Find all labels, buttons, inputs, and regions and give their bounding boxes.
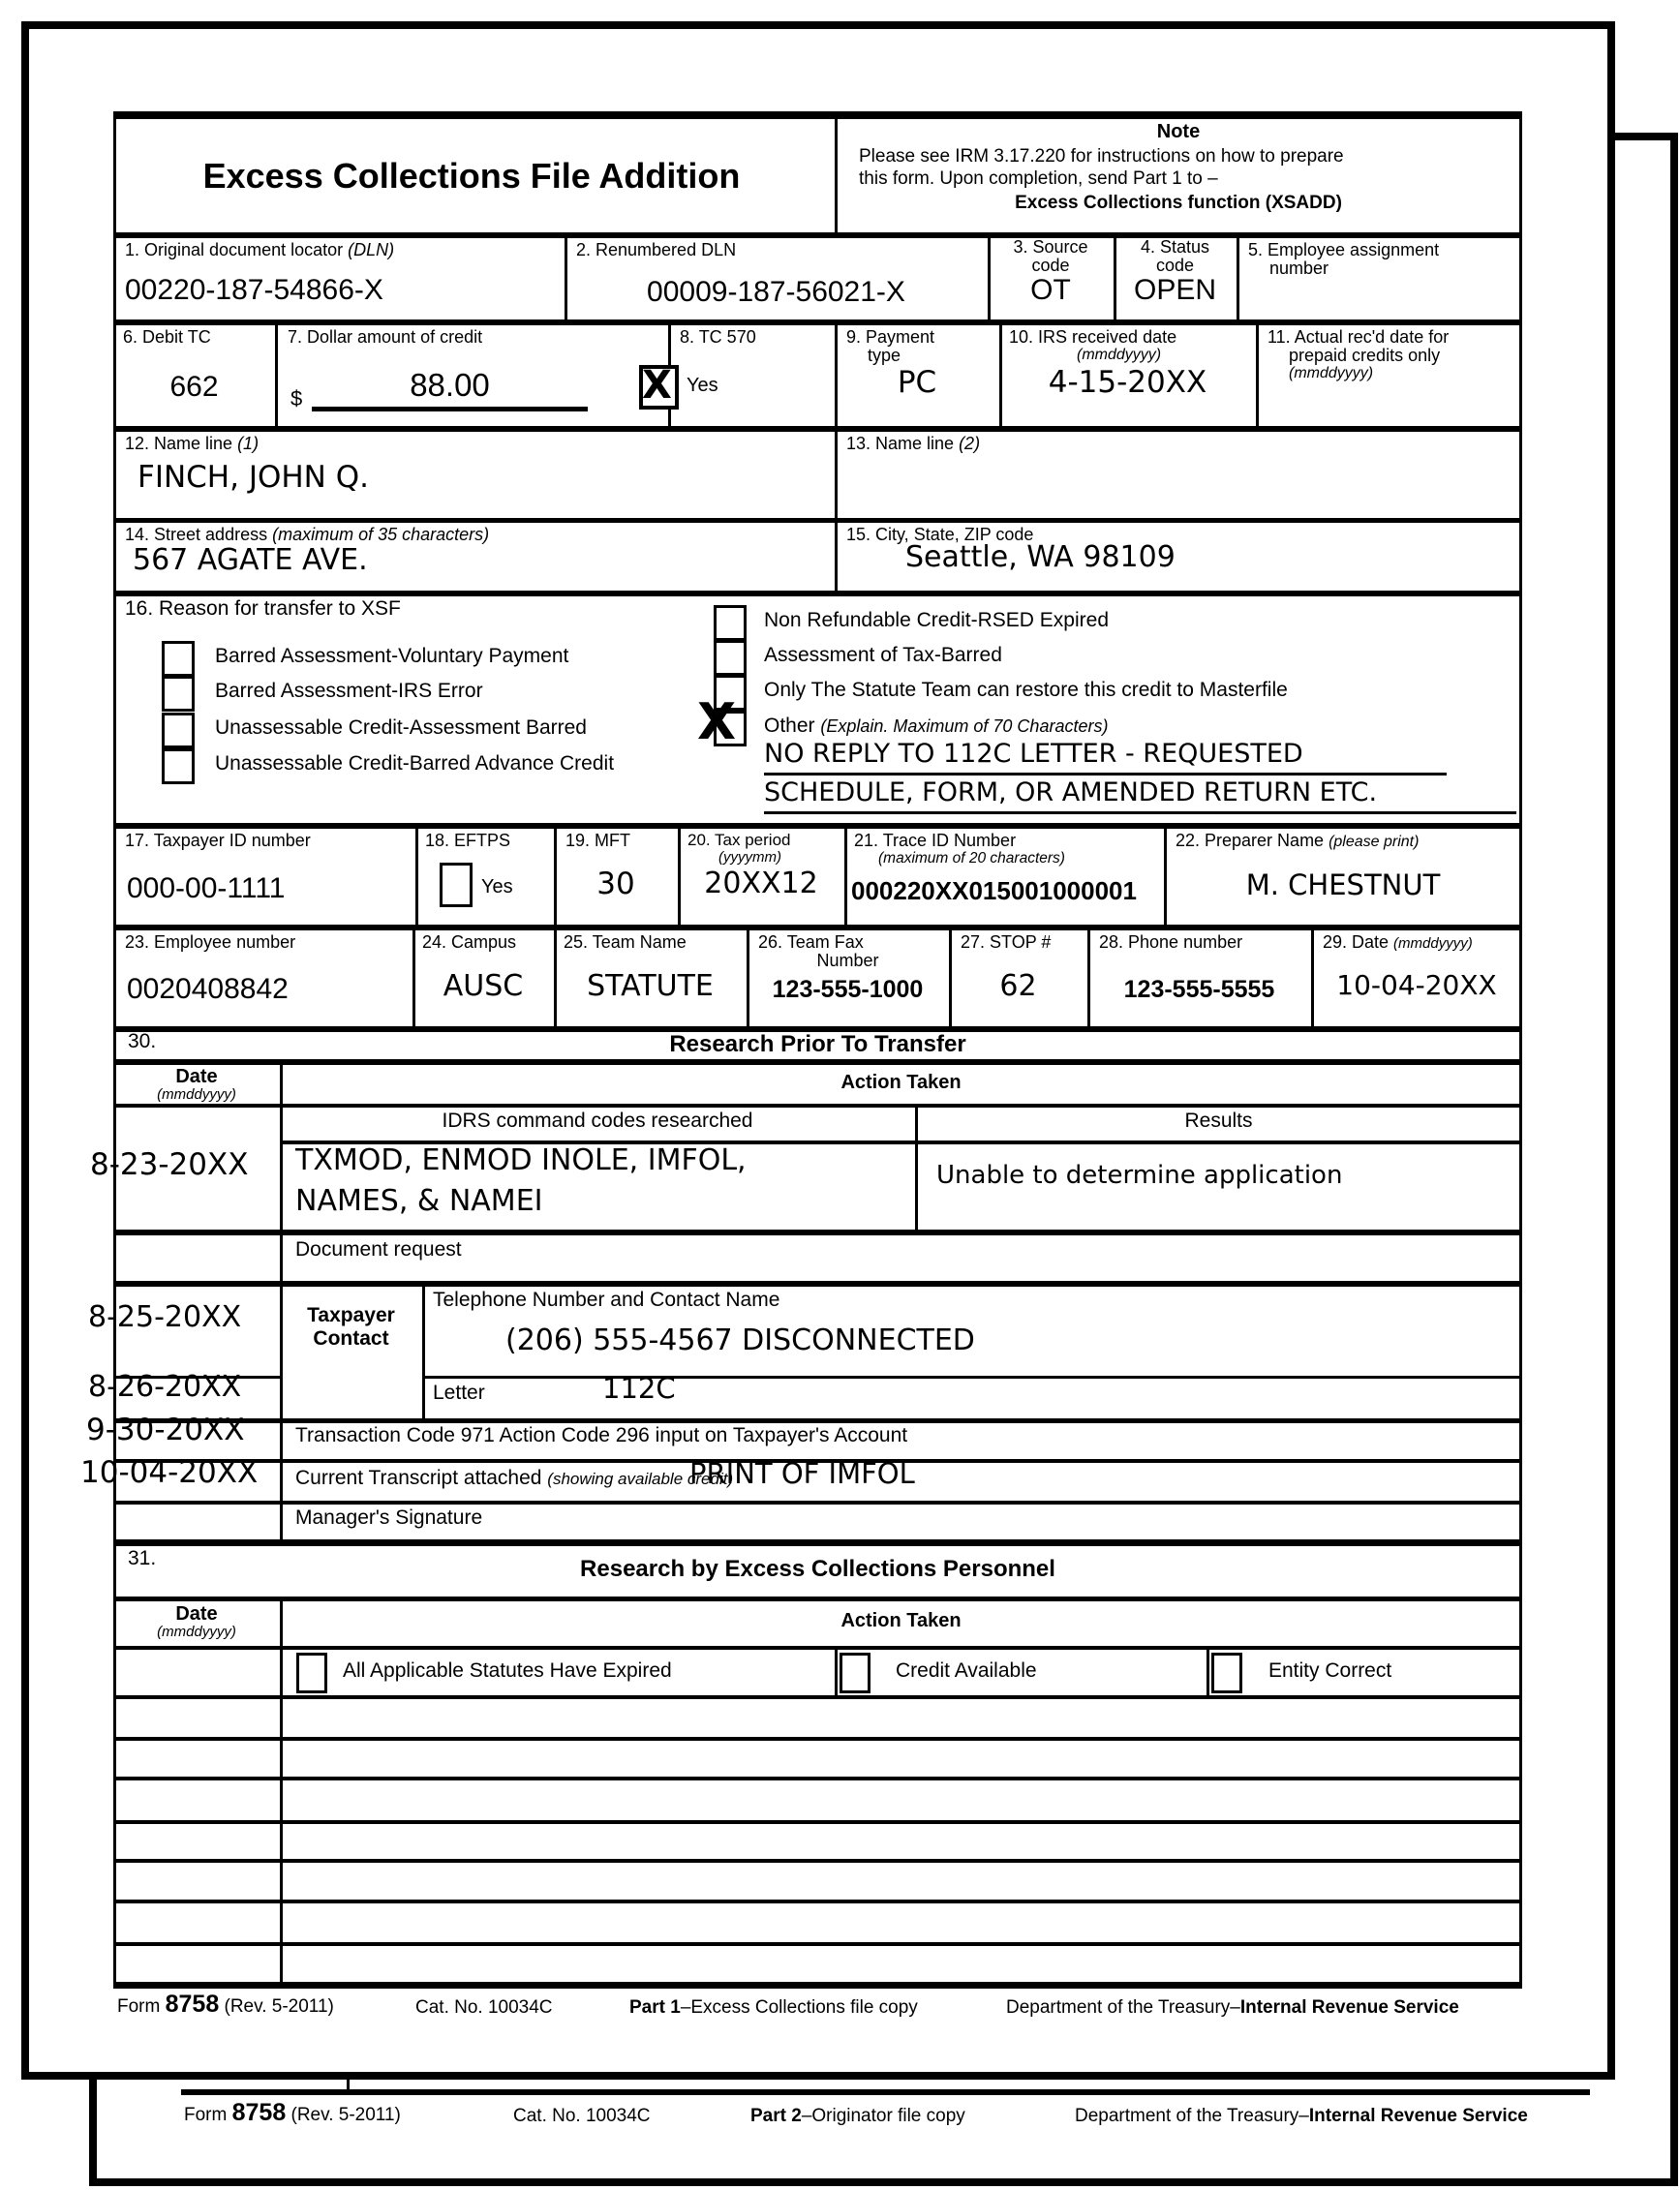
grid-line [113,1982,1522,1989]
field-19-label: 19. MFT [565,831,631,850]
page2-form-number [184,2099,401,2127]
field-12-label-text: 12. Name line [125,434,238,453]
section-31-number: 31. [128,1547,157,1569]
part-number: Part 1 [629,1997,681,2018]
field-2-value: 00009-187-56021-X [647,276,905,308]
grid-line [844,823,847,925]
field-27-label: 27. STOP # [961,932,1052,952]
field-11-label-italic: (mmddyyyy) [1289,365,1374,381]
form-revision: (Rev. 5-2011) [219,1996,334,2017]
field-17-label: 17. Taxpayer ID number [125,831,311,850]
transcript-label-italic: (showing available credit) [547,1470,734,1488]
reason-checkbox-nonrefundable-rsed[interactable] [714,605,747,641]
s30-row1-codes-line2: NAMES, & NAMEI [295,1184,543,1218]
field-26-label: 26. Team Fax [758,932,864,952]
field-22-value: M. CHESTNUT [1245,868,1441,901]
field-26-value: 123-555-1000 [772,976,924,1003]
s30-manager-signature-label: Manager's Signature [295,1506,483,1529]
field-23-value: 0020408842 [127,973,289,1005]
field-20-label-italic: (yyyymm) [718,849,781,866]
s31-date-subheader: (mmddyyyy) [157,1624,236,1640]
grid-line [113,1104,1522,1108]
field-14-label-text: 14. Street address [125,525,273,544]
grid-line [113,1942,1522,1946]
eftps-yes-label: Yes [481,876,513,897]
field-11-label: 11. Actual rec'd date for [1268,327,1450,347]
s31-action-header: Action Taken [840,1610,962,1631]
part-copy-type: –Excess Collections file copy [680,1997,918,2018]
grid-line [422,1376,1522,1379]
field-2-label: 2. Renumbered DLN [576,240,737,259]
field-3-label: 3. Source [1013,237,1088,257]
department-text: Department of the Treasury– [1006,1997,1240,2018]
form-revision: (Rev. 5-2011) [286,2105,401,2125]
field-5-label: 5. Employee assignment [1248,240,1440,259]
eftps-checkbox[interactable] [440,863,473,907]
field-8-label: 8. TC 570 [680,327,756,347]
tc570-yes-label: Yes [687,375,718,396]
grid-line [835,1646,838,1699]
field-15-label: 15. City, State, ZIP code [846,525,1034,544]
field-16-label: 16. Reason for transfer to XSF [125,597,401,620]
reason-label-nonrefundable-rsed: Non Refundable Credit-RSED Expired [764,609,1110,631]
reason-label-unassessable-advance: Unassessable Credit-Barred Advance Credit [215,752,615,775]
taxpayer-word: Taxpayer [307,1304,395,1326]
field-1-value: 00220-187-54866-X [125,274,383,306]
grid-line [113,518,1522,523]
field-28-label: 28. Phone number [1099,932,1243,952]
section-30-title: Research Prior To Transfer [669,1031,966,1057]
reason-checkbox-barred-irs-error[interactable] [162,676,195,712]
s30-taxpayer-contact-date-2: 8-26-20XX [88,1370,242,1404]
s31-checkbox-statutes-expired[interactable] [296,1653,327,1693]
field-4-label-2: code [1155,256,1195,275]
form-title: Excess Collections File Addition [202,156,741,196]
field-19-value: 30 [596,867,635,901]
s30-row1-result: Unable to determine application [936,1161,1343,1190]
field-25-label: 25. Team Name [564,932,687,952]
field-5-label-2: number [1269,259,1329,278]
field-10-value: 4-15-20XX [1048,365,1207,400]
s30-row1-codes-line1: TXMOD, ENMOD INOLE, IMFOL, [295,1143,747,1177]
s31-date-header: Date [175,1603,218,1625]
reason-label-barred-irs-error: Barred Assessment-IRS Error [215,680,483,702]
field-10-label: 10. IRS received date [1009,327,1177,347]
s30-row1-date: 8-23-20XX [90,1147,249,1182]
field-6-value: 662 [169,371,219,403]
s31-label-entity-correct: Entity Correct [1268,1659,1392,1682]
grid-line [113,1737,1522,1741]
irs-text: Internal Revenue Service [1308,2106,1528,2126]
note-line-2: this form. Upon completion, send Part 1 to – [859,168,1218,189]
grid-line [113,1900,1522,1903]
field-7-underline [312,407,588,411]
s30-date-header: Date [175,1066,218,1087]
grid-line [113,823,1522,829]
field-3-label-2: code [1031,256,1070,275]
s31-label-credit-available: Credit Available [896,1659,1037,1682]
note-heading: Note [1156,121,1201,142]
field-21-value: 000220XX015001000001 [851,876,1137,905]
s30-date-subheader: (mmddyyyy) [157,1086,236,1103]
grid-line [113,591,1522,596]
grid-line [113,1539,1522,1546]
form-table [80,111,1522,1989]
field-11-label-2: prepaid credits only [1289,346,1441,365]
reason-label-statute-team: Only The Statute Team can restore this credit to Masterfile [764,679,1288,701]
other-label-text: Other [764,715,821,737]
page2-catalog-number: Cat. No. 10034C [513,2106,651,2126]
field-1-label-italic: (DLN) [348,240,395,259]
section-31-title: Research by Excess Collections Personnel [580,1556,1055,1582]
field-22-label [1176,831,1419,852]
field-6-label: 6. Debit TC [123,327,211,347]
part-copy-type: –Originator file copy [801,2106,965,2126]
field-1-label-text: 1. Original document locator [125,240,349,259]
page1-department-label [1006,1997,1459,2019]
page1-catalog-number: Cat. No. 10034C [415,1997,553,2018]
field-15-value: Seattle, WA 98109 [905,540,1176,574]
form-number: 8758 [231,2099,287,2126]
reason-label-unassessable-assessment: Unassessable Credit-Assessment Barred [215,716,587,739]
field-14-label-italic: (maximum of 35 characters) [272,525,490,544]
grid-line [835,518,838,591]
s30-transaction-text: Transaction Code 971 Action Code 296 input on Taxpayer's Account [295,1424,908,1446]
form-word: Form [184,2105,232,2125]
grid-line [113,1230,1522,1235]
note-line-1: Please see IRM 3.17.220 for instructions on how to prepare [859,146,1344,167]
grid-line [113,1646,1522,1650]
grid-line [113,319,1522,325]
grid-line [113,1281,1522,1287]
contact-word: Contact [313,1327,389,1350]
field-29-value: 10-04-20XX [1336,969,1497,1001]
field-20-value: 20XX12 [704,867,818,900]
page1-part-label [629,1997,918,2019]
grid-line [113,1859,1522,1863]
field-27-value: 62 [999,969,1037,1003]
grid-line [113,1059,1522,1065]
grid-line [415,823,418,925]
s30-phone-value: (206) 555-4567 DISCONNECTED [505,1323,975,1357]
s31-checkbox-credit-available[interactable] [840,1653,871,1693]
s30-letter-label: Letter [433,1382,485,1404]
page2-department-label [1075,2106,1528,2127]
grid-line [113,1695,1522,1699]
other-explanation-line-2: SCHEDULE, FORM, OR AMENDED RETURN ETC. [764,777,1516,814]
reason-label-other [764,715,1108,738]
irs-text: Internal Revenue Service [1239,1997,1459,2018]
field-13-label-italic: (2) [959,434,981,453]
other-label-italic: (Explain. Maximum of 70 Characters) [820,716,1109,736]
field-4-label: 4. Status [1140,237,1210,257]
field-23-label: 23. Employee number [125,932,296,952]
grid-line [275,319,278,426]
s30-action-header: Action Taken [840,1072,962,1093]
s30-results-header: Results [1184,1110,1253,1132]
field-21-label-italic: (maximum of 20 characters) [878,850,1065,867]
field-24-value: AUSC [443,969,524,1003]
field-7-dollar-sign: $ [290,386,303,411]
grid-line [113,1820,1522,1824]
s30-taxpayer-contact-date-1: 8-25-20XX [88,1300,242,1334]
field-14-value: 567 AGATE AVE. [133,543,368,577]
s30-transcript-text [295,1467,733,1491]
field-1-label [125,240,394,259]
field-10-label-italic: (mmddyyyy) [1077,347,1162,363]
field-18-label: 18. EFTPS [425,831,511,850]
grid-line [835,426,838,518]
field-3-value: OT [1030,274,1071,306]
grid-line [1256,319,1259,426]
s30-document-request-label: Document request [295,1238,462,1261]
field-7-label: 7. Dollar amount of credit [288,327,483,347]
field-13-label [846,434,980,453]
field-9-value: PC [897,365,937,400]
s30-transaction-date: 9-30-20XX [86,1413,245,1447]
field-13-label-text: 13. Name line [846,434,960,453]
field-9-label: 9. Payment [846,327,935,347]
part-number: Part 2 [750,2106,802,2126]
s31-checkbox-entity-correct[interactable] [1211,1653,1242,1693]
s30-taxpayer-contact-label [280,1304,422,1351]
s30-transcript-value: PRINT OF IMFOL [689,1457,915,1490]
field-12-value: FINCH, JOHN Q. [137,460,369,495]
field-21-label: 21. Trace ID Number [854,831,1017,850]
s30-transcript-date: 10-04-20XX [80,1455,259,1490]
field-4-value: OPEN [1133,274,1217,306]
grid-line [113,426,1522,432]
form-number: 8758 [165,1991,220,2018]
grid-line [113,1777,1522,1780]
s31-label-statutes-expired: All Applicable Statutes Have Expired [343,1659,672,1682]
grid-line [1207,1646,1209,1699]
page2-footer-rule [181,2089,1590,2095]
reason-checkbox-unassessable-advance[interactable] [162,748,195,784]
grid-line [113,1501,1522,1505]
grid-line [1237,232,1239,319]
tc570-check-mark: X [642,363,672,408]
grid-line [113,1597,1522,1601]
field-29-label-text: 29. Date [1323,932,1394,952]
reason-label-assessment-tax-barred: Assessment of Tax-Barred [764,644,1002,666]
reason-checkbox-barred-voluntary[interactable] [162,641,195,677]
reason-checkbox-unassessable-assessment[interactable] [162,713,195,748]
page-1-sheet [21,21,1615,2080]
grid-line [113,111,1522,119]
reason-checkbox-assessment-tax-barred[interactable] [714,640,747,676]
field-25-value: STATUTE [587,969,714,1003]
page2-part-label [750,2106,965,2127]
field-22-label-italic: (please print) [1329,834,1420,850]
field-12-label [125,434,259,453]
grid-line [280,1597,283,1989]
field-12-label-italic: (1) [237,434,260,453]
reason-label-barred-voluntary: Barred Assessment-Voluntary Payment [215,645,569,667]
field-20-label: 20. Tax period [687,831,791,849]
field-29-label [1323,932,1473,954]
field-28-value: 123-555-5555 [1123,976,1275,1003]
note-send-to: Excess Collections function (XSADD) [1015,193,1342,213]
field-7-value: 88.00 [410,367,490,403]
s30-idrs-header: IDRS command codes researched [442,1110,753,1132]
field-17-value: 000-00-1111 [127,872,286,904]
section-30-number: 30. [128,1030,157,1052]
grid-line [113,1418,1522,1423]
other-explanation-line-1: NO REPLY TO 112C LETTER - REQUESTED [764,739,1447,776]
form-word: Form [117,1996,166,2017]
grid-line [113,232,1522,238]
field-22-label-text: 22. Preparer Name [1176,831,1329,850]
field-14-label [125,525,489,544]
department-text: Department of the Treasury– [1075,2106,1309,2126]
field-9-label-2: type [868,346,901,365]
page1-form-number [117,1991,334,2019]
field-24-label: 24. Campus [422,932,517,952]
s30-phone-header: Telephone Number and Contact Name [433,1289,780,1311]
field-29-label-italic: (mmddyyyy) [1393,935,1473,952]
s30-letter-value: 112C [602,1372,676,1405]
reason-other-check-mark: X [697,693,737,751]
grid-line [422,1281,425,1423]
field-26-label-2: Number [816,951,879,970]
transcript-label-text: Current Transcript attached [295,1467,548,1489]
